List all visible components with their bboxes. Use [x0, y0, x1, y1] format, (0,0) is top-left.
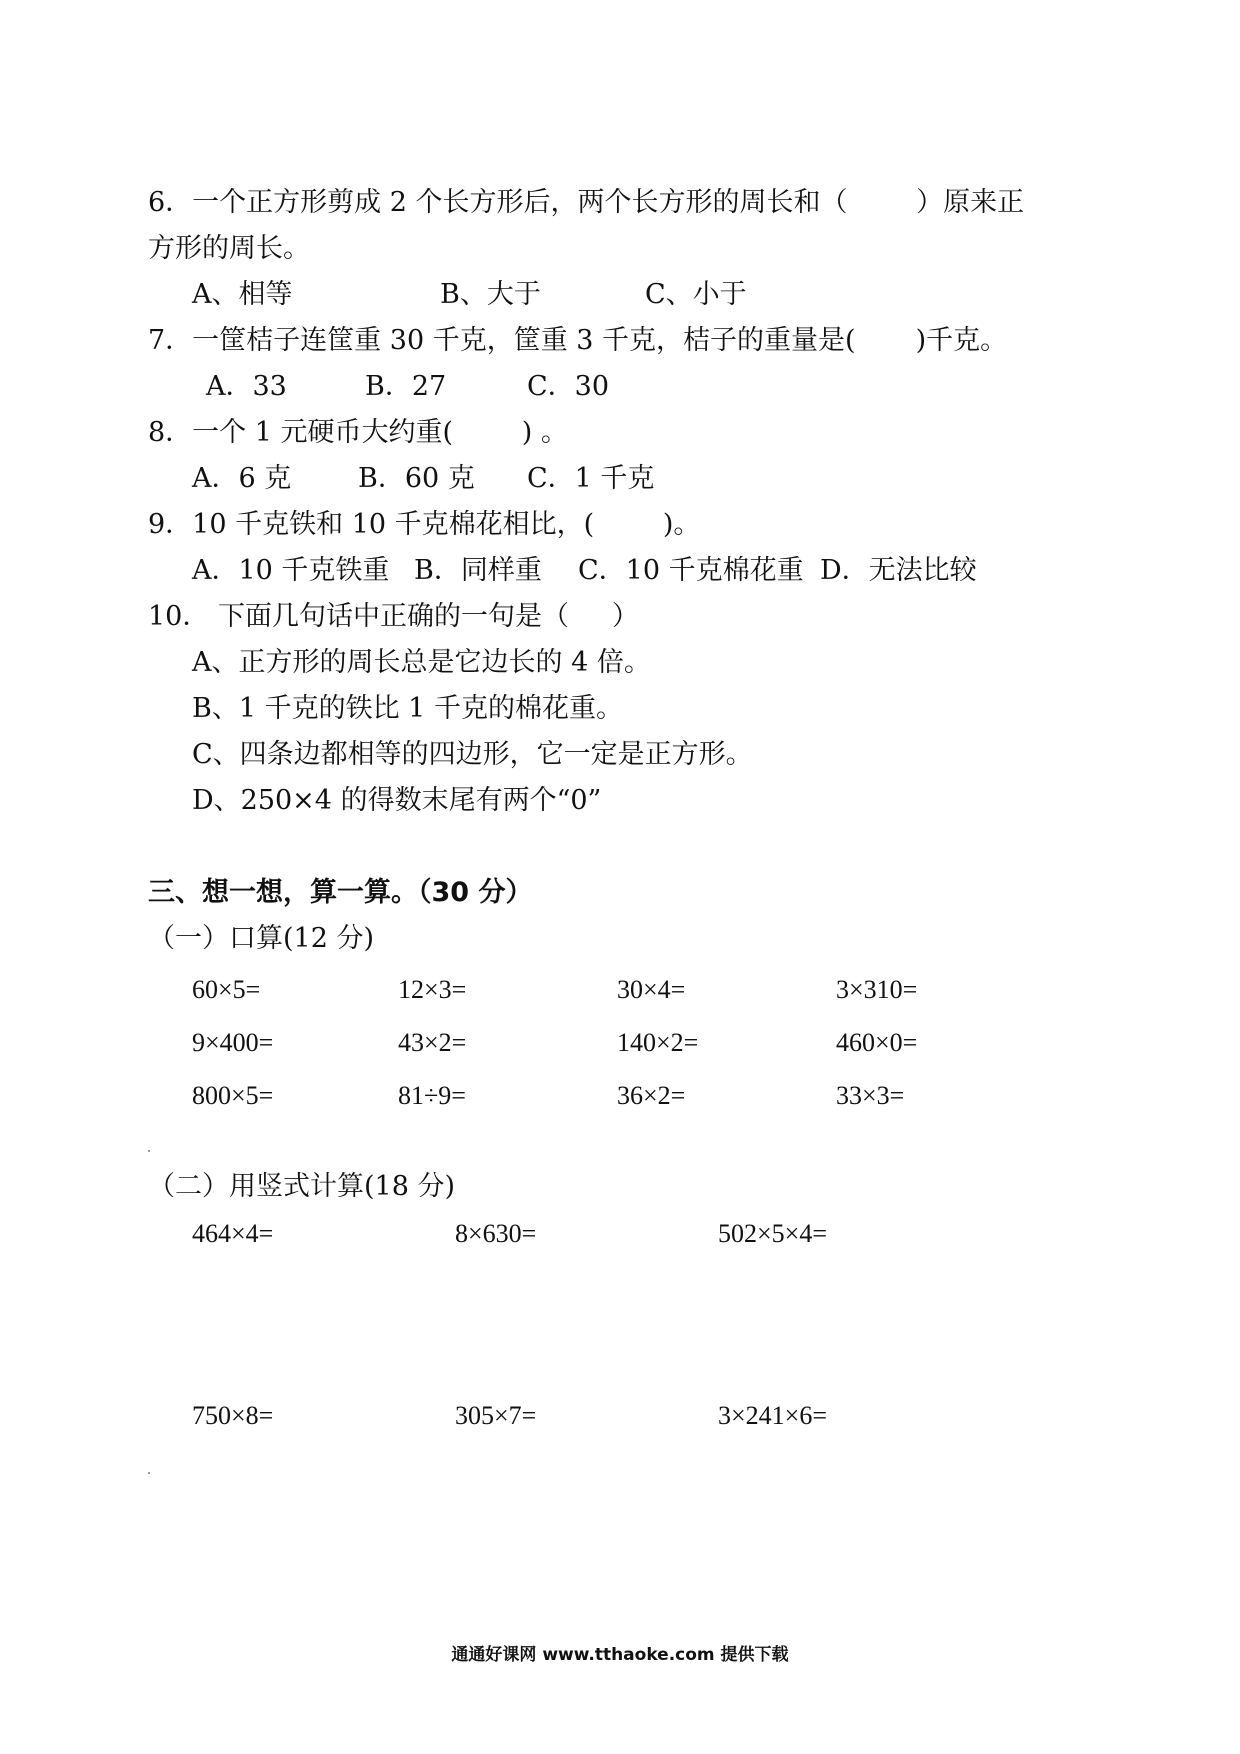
q9-text: 9．10 千克铁和 10 千克棉花相比，( )。 — [148, 509, 701, 540]
q6-option-a: A、相等 — [192, 279, 293, 310]
section3-title: 三、想一想，算一算。（30 分） — [148, 877, 533, 908]
q9-option-c: C．10 千克棉花重 — [578, 555, 804, 586]
q8-text: 8．一个 1 元硬币大约重( ) 。 — [148, 417, 568, 448]
oral-calc-item: 81÷9= — [398, 1081, 466, 1110]
oral-calc-item: 43×2= — [398, 1028, 467, 1057]
oral-calc-item: 33×3= — [836, 1081, 905, 1110]
q7-option-a: A．33 — [206, 371, 287, 402]
vertical-calc-item: 8×630= — [455, 1219, 537, 1248]
q6-option-c: C、小于 — [645, 279, 747, 310]
q8-option-b: B．60 克 — [358, 463, 475, 494]
divider-dot — [148, 1150, 150, 1152]
q6-option-b: B、大于 — [440, 279, 541, 310]
q8-option-c: C．1 千克 — [527, 463, 655, 494]
section3-part1-title: （一）口算(12 分) — [148, 923, 375, 954]
vertical-calc-item: 3×241×6= — [718, 1401, 827, 1430]
oral-calc-item: 12×3= — [398, 975, 467, 1004]
q10-option-b: B、1 千克的铁比 1 千克的棉花重。 — [192, 693, 623, 724]
oral-calc-item: 60×5= — [192, 975, 261, 1004]
q6-text-line1: 6．一个正方形剪成 2 个长方形后，两个长方形的周长和（ ）原来正 — [148, 187, 1025, 218]
q10-option-d: D、250×4 的得数末尾有两个“0” — [192, 785, 602, 816]
footer-credit: 通通好课网 www.tthaoke.com 提供下载 — [451, 1645, 789, 1665]
q9-option-a: A．10 千克铁重 — [192, 555, 390, 586]
q10-option-a: A、正方形的周长总是它边长的 4 倍。 — [192, 647, 651, 678]
vertical-calc-item: 502×5×4= — [718, 1219, 827, 1248]
q8-option-a: A．6 克 — [192, 463, 292, 494]
q6-text-line2: 方形的周长。 — [148, 233, 310, 264]
oral-calc-item: 3×310= — [836, 975, 918, 1004]
oral-calc-item: 460×0= — [836, 1028, 918, 1057]
q9-option-b: B．同样重 — [414, 555, 542, 586]
q10-option-c: C、四条边都相等的四边形，它一定是正方形。 — [192, 739, 753, 770]
oral-calc-item: 36×2= — [617, 1081, 686, 1110]
q10-text: 10． 下面几句话中正确的一句是（ ） — [148, 601, 639, 632]
vertical-calc-item: 305×7= — [455, 1401, 537, 1430]
oral-calc-item: 140×2= — [617, 1028, 699, 1057]
section3-part2-title: （二）用竖式计算(18 分) — [148, 1171, 456, 1202]
vertical-calc-item: 464×4= — [192, 1219, 274, 1248]
divider-dot — [148, 1472, 150, 1474]
vertical-calc-item: 750×8= — [192, 1401, 274, 1430]
q7-option-c: C．30 — [527, 371, 610, 402]
oral-calc-item: 30×4= — [617, 975, 686, 1004]
oral-calc-item: 9×400= — [192, 1028, 274, 1057]
oral-calc-item: 800×5= — [192, 1081, 274, 1110]
q7-option-b: B．27 — [365, 371, 447, 402]
q9-option-d: D．无法比较 — [820, 555, 977, 586]
q7-text: 7．一筐桔子连筐重 30 千克，筐重 3 千克，桔子的重量是( )千克。 — [148, 325, 1008, 356]
